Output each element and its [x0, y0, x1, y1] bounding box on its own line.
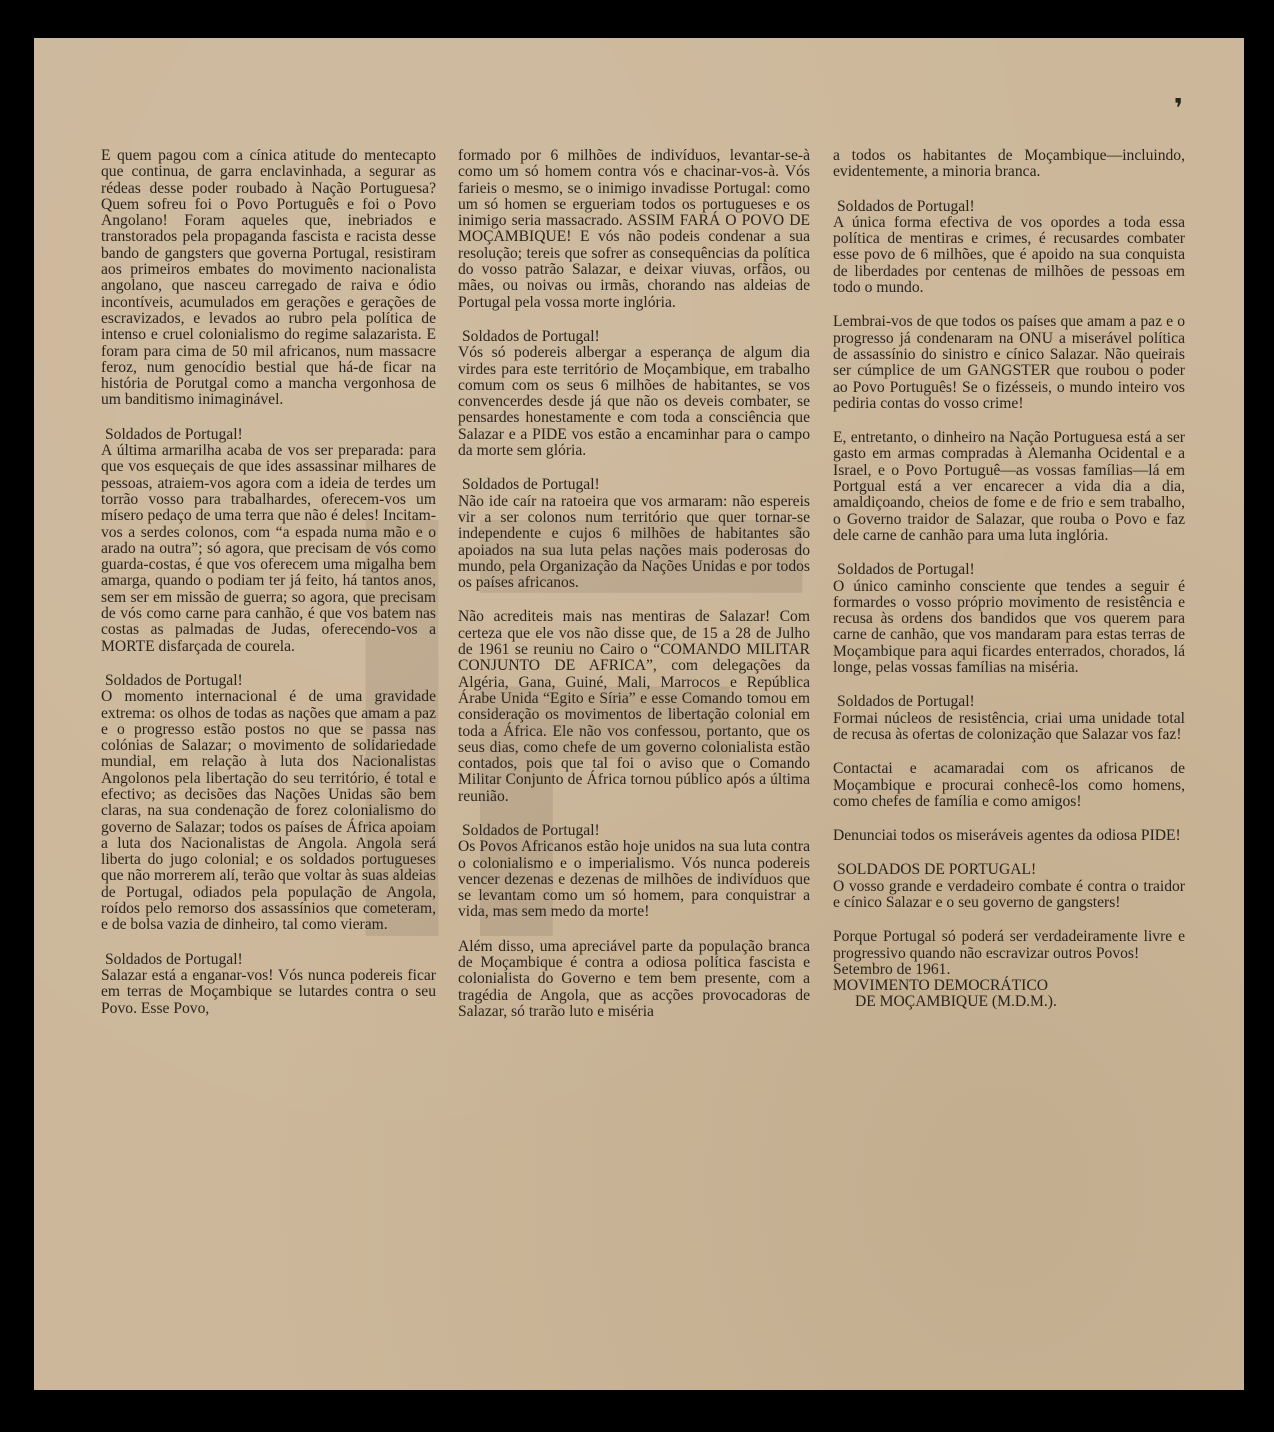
col3-signature-line-2: DE MOÇAMBIQUE (M.D.M.). [855, 993, 1057, 1011]
col3-signature-line-1: MOVIMENTO DEMOCRÁTICO [833, 977, 1048, 995]
col2-heading-1: Soldados de Portugal! [462, 327, 600, 345]
col2-heading-2: Soldados de Portugal! [462, 476, 600, 494]
col1-heading-1: Soldados de Portugal! [105, 425, 243, 443]
col2-paragraph-1: formado por 6 milhões de indivíduos, levantar-se-à como um só homem contra vós e chacinar-vos-à. Vós farieis o mesmo, se o inimigo invadisse Portugal: como um só homen se ergueriam todos os portugueses e os inimigo seria massacrado. ASSIM FARÁ O POVO DE MOÇAMBIQUE! E vós não podeis condenar a sua resolução; tereis que sofrer as consequências da política do vosso patrão Salazar, e deixar viuvas, orfãos, ou mães, ou noivas ou irmãs, chorando nas aldeias de Portugal pela vossa morte inglória. [458, 147, 810, 311]
col1-heading-2: Soldados de Portugal! [105, 671, 243, 689]
col3-heading-3: Soldados de Portugal! [837, 693, 975, 711]
col3-paragraph-7: Contactai e acamaradai com os africanos de Moçambique e procurai conhecê-los como homens, como chefes de família e como amigos! [833, 760, 1185, 810]
col3-paragraph-8: Denunciai todos os miseráveis agentes da odiosa PIDE! [833, 827, 1181, 845]
col3-paragraph-2: A única forma efectiva de vos opordes a toda essa política de mentiras e crimes, é recusardes combater esse povo de 6 milhões, que é apoido na sua conquista de liberdades por centenas de milhões de pessoas em todo o mundo. [833, 213, 1185, 297]
col3-paragraph-5: O único caminho consciente que tendes a seguir é formardes o vosso próprio movimento de resistência e recusa às ordens dos bandidos que vos querem para carne de canhão, que vos mandaram para estas terras de Moçambique para aqui ficardes enterrados, chorados, lá longe, pelas vossas famílias na miséria. [833, 577, 1185, 677]
col2-paragraph-6: Além disso, uma apreciável parte da população branca de Moçambique é contra a odiosa política fascista e colonialista do Governo e tem bem presente, com a tragédia de Angola, que as acções provocadoras de Salazar, só trarão luto e miséria [458, 937, 810, 1020]
column-3 [833, 148, 1185, 1011]
col3-date: Setembro de 1961. [833, 960, 951, 978]
col2-paragraph-5: Os Povos Africanos estão hoje unidos na sua luta contra o colonialismo e o imperialismo. Vós nunca podereis vencer dezenas e dezenas de milhões de indivíduos que se levantam como um só homem, para conquistrar a vida, mas sem medo da morte! [458, 838, 810, 921]
col3-paragraph-4: E, entretanto, o dinheiro na Nação Portuguesa está a ser gasto em armas compradas à Alemanha Ocidental e a Israel, e o Povo Portuguê—as vossas famílias—lá em Portgual está a ver encarecer a vida dia a dia, amaldiçoando, cheios de fome e de frio e sem trabalho, o Governo traidor de Salazar, que rouba o Povo e faz dele carne de canhão para uma luta inglória. [833, 429, 1185, 544]
leaflet-page [34, 38, 1244, 1390]
col3-paragraph-9: O vosso grande e verdadeiro combate é contra o traidor e cínico Salazar e o seu governo de gangsters! [833, 877, 1185, 911]
col2-paragraph-2: Vós só podereis albergar a esperança de algum dia virdes para este território de Moçambique, em trabalho comum com os seus 6 milhões de habitantes, se vos convencerdes desde já que não os deveis combater, se pensardes honestamente e com toda a consciência que Salazar e a PIDE vos estão a encaminhar para o campo da morte sem glória. [458, 344, 810, 460]
col3-heading-1: Soldados de Portugal! [837, 197, 975, 215]
col3-paragraph-6: Formai núcleos de resistência, criai uma unidade total de recusa às ofertas de colonização que Salazar vos faz! [833, 709, 1185, 743]
col1-paragraph-3: O momento internacional é de uma gravidade extrema: os olhos de todas as nações que amam a paz e o progresso estão postos no que se passa nas colónias de Salazar; o movimento de solidariedade mundial, em relação à luta dos Nacionalistas Angolonos pela libertação do seu território, é total e efectivo; as decisões das Nações Unidas são bem claras, na sua condenação de forez colonialismo do governo de Salazar; todos os países de África apoiam a luta dos Nacionalistas de Angola. Angola será liberta do jugo colonial; e os soldados portugueses que não morrerem alí, terão que voltar às suas aldeias de Portugal, odiados pela população de Angola, roídos pelo remorso dos assassínios que cometeram, e de bolsa vazia de dinheiro, tal como vieram. [101, 688, 436, 934]
col1-heading-3: Soldados de Portugal! [105, 950, 243, 968]
col2-paragraph-3: Não ide caír na ratoeira que vos armaram: não espereis vir a ser colonos num território que quer tornar-se independente e cujos 6 milhões de habitantes são apoiados na sua luta pelas nações mais poderosas do mundo, pela Organização da Nações Unidas e por todos os países africanos. [458, 492, 810, 592]
ink-mark-top-right: ❜ [1174, 94, 1184, 124]
col3-heading-2: Soldados de Portugal! [837, 561, 975, 579]
col1-paragraph-2: A última armarilha acaba de vos ser preparada: para que vos esqueçais de que ides assassinar milhares de pessoas, atraiem-vos agora com a ideia de terdes um torrão vosso para trabalhardes, oferecem-vos um mísero pedaço de uma terra que não é deles! Incitam-vos a serdes colonos, com “a espada numa mão e o arado na outra”; só agora, que precisam de vós como guarda-costas, é que vos oferecem uma migalha bem amarga, quando o podiam ter já feito, há tantos anos, sem ser em missão de guerra; so agora, que precisam de vós como carne para canhão, é que vos batem nas costas as palmadas de Judas, oferecendo-vos a MORTE disfarçada de courela. [101, 442, 436, 655]
col1-paragraph-1: E quem pagou com a cínica atitude do mentecapto que continua, de garra enclavinhada, a segurar as rédeas desse poder roubado à Nação Portuguesa? Quem sofreu foi o Povo Português e foi o Povo Angolano! Foram aqueles que, inebriados e transtorados pela propaganda fascista e racista desse bando de gangsters que governa Portugal, resistiram aos primeiros embates do movimento nacionalista angolano, que nasceu carregado de raiva e ódio incontíveis, acumulados em gerações e gerações de escravizados, e levados ao rubro pela política de intenso e cruel colonialismo do regime salazarista. E foram para cima de 50 mil africanos, num massacre feroz, num genocídio bestial que há-de ficar na história de Porutgal como a mancha vergonhosa de um banditismo inimaginável. [101, 147, 436, 409]
col3-heading-4: SOLDADOS DE PORTUGAL! [837, 861, 1037, 879]
col3-paragraph-10: Porque Portugal só poderá ser verdadeiramente livre e progressivo quando não escravizar outros Povos! [833, 928, 1185, 962]
col3-paragraph-1: a todos os habitantes de Moçambique—incluindo, evidentemente, a minoria branca. [833, 147, 1185, 181]
col2-heading-3: Soldados de Portugal! [462, 821, 600, 839]
col1-paragraph-4: Salazar está a enganar-vos! Vós nunca podereis ficar em terras de Moçambique se lutardes contra o seu Povo. Esse Povo, [101, 966, 436, 1017]
column-2 [458, 148, 810, 1038]
col2-paragraph-4: Não acrediteis mais nas mentiras de Salazar! Com certeza que ele vos não disse que, de 15 a 28 de Julho de 1961 se reuniu no Cairo o “COMANDO MILITAR CONJUNTO DE AFRICA”, com delegações da Algéria, Gana, Guiné, Mali, Marrocos e República Árabe Unida “Egito e Síria” e esse Comando tomou em consideração os movimentos de libertação colonial em toda a África. Ele não vos confessou, portanto, que os seus dias, como chefe de um governo colonialista estão contados, pois que tal foi o aviso que o Comando Militar Conjunto de África tornou público após a última reunião. [458, 608, 810, 805]
column-1 [101, 148, 436, 1035]
col3-paragraph-3: Lembrai-vos de que todos os países que amam a paz e o progresso já condenaram na ONU a miserável política de assassínio do sinistro e cínico Salazar. Não queirais ser cúmplice de um GANGSTER que roubou o poder ao Povo Português! Se o fizésseis, o mundo inteiro vos pediria contas do vosso crime! [833, 313, 1185, 412]
